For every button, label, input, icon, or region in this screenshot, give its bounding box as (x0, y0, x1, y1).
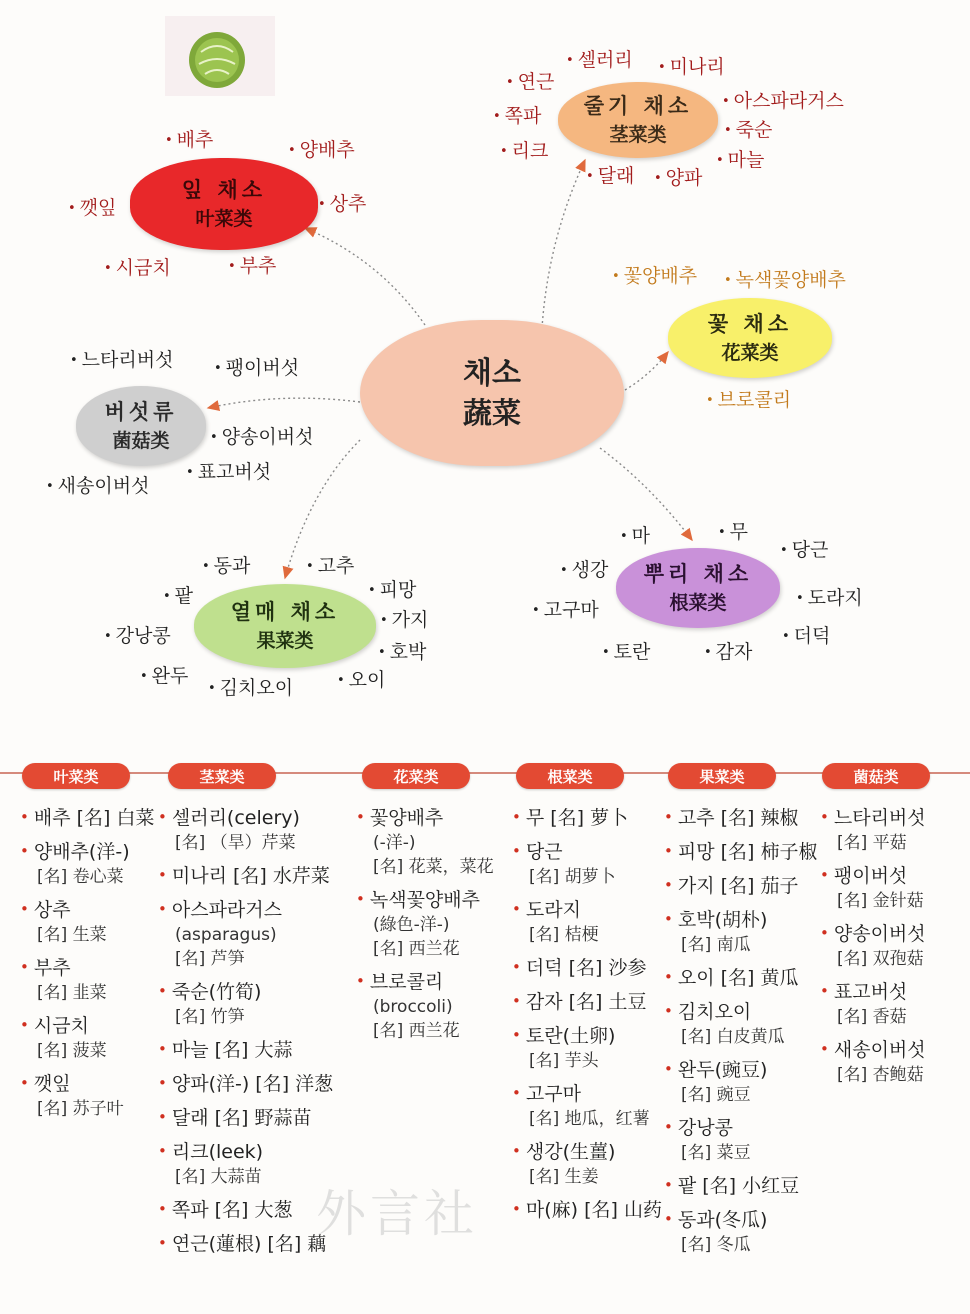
entry-meaning: [名] （旱）芹菜 (175, 833, 296, 853)
entry-meaning: [名] 地瓜，红薯 (529, 1109, 650, 1129)
center-ko: 채소 (463, 356, 521, 391)
entry-word: • 마(麻) [名] 山药 (512, 1196, 662, 1223)
entry-meaning: [名] 胡萝卜 (529, 867, 616, 887)
list-item (512, 954, 662, 981)
fruit-item: • 고추 (306, 554, 354, 579)
entry-word: • 셀러리(celery) (158, 804, 333, 831)
root-node (616, 548, 780, 628)
entry-word: • 감자 [名] 土豆 (512, 988, 662, 1015)
list-item (158, 1138, 333, 1189)
column-stem (158, 804, 333, 1264)
entry-meaning: [名] 芦笋 (175, 949, 245, 969)
entry-word: • 팽이버섯 (820, 862, 926, 889)
list-item (158, 896, 333, 947)
list-item (820, 978, 926, 1029)
arrow-to-mushroom (208, 398, 360, 408)
list-item (512, 988, 662, 1015)
column-leaf (20, 804, 154, 1128)
center-node (360, 320, 624, 466)
root-item: • 토란 (602, 640, 650, 665)
list-item (158, 1036, 333, 1063)
root-item: • 생강 (560, 558, 608, 583)
root-zh: 根菜类 (669, 592, 727, 614)
entry-word: • 쪽파 [名] 大葱 (158, 1196, 333, 1223)
entry-word: • 가지 [名] 茄子 (664, 872, 817, 899)
fruit-item: • 호박 (378, 640, 426, 665)
list-item (356, 855, 494, 879)
entry-word: • 부추 (20, 954, 154, 981)
entry-word: • 토란(土卵) (512, 1022, 662, 1049)
entry-word: • 녹색꽃양배추 (356, 886, 494, 913)
list-item (820, 920, 926, 971)
watermark: 外言社 (316, 1185, 478, 1243)
entry-word: • 깻잎 (20, 1070, 154, 1097)
entry-word: • 도라지 (512, 896, 662, 923)
fruit-item: • 김치오이 (208, 676, 293, 701)
entry-word: • 죽순(竹筍) (158, 978, 333, 1005)
entry-meaning: [名] 菠菜 (37, 1041, 107, 1061)
list-item (20, 1012, 154, 1063)
leaf-item: • 상추 (318, 192, 366, 217)
list-item (664, 1056, 817, 1107)
fruit-item: • 강낭콩 (104, 624, 171, 649)
root-item: • 도라지 (796, 586, 863, 611)
header-tab: 花菜类 (362, 763, 470, 789)
entry-meaning: [名] 花菜，菜花 (373, 857, 494, 877)
stem-item: • 리크 (500, 139, 548, 164)
column-mushroom (820, 804, 926, 1094)
list-item (664, 998, 817, 1049)
flower-zh: 花菜类 (721, 342, 779, 364)
entry-word: • 양송이버섯 (820, 920, 926, 947)
list-item (20, 838, 154, 889)
entry-word: • 리크(leek) (158, 1138, 333, 1165)
root-item: • 당근 (780, 538, 828, 563)
stem-item: • 양파 (654, 166, 702, 191)
list-item (20, 896, 154, 947)
mushroom-zh: 菌菇类 (112, 430, 170, 452)
list-item (158, 804, 333, 855)
entry-meaning: [名] 苏子叶 (37, 1099, 124, 1119)
root-item: • 무 (718, 520, 748, 545)
entry-meaning: [名] 平菇 (837, 833, 907, 853)
list-item (512, 1022, 662, 1073)
entry-word: • 시금치 (20, 1012, 154, 1039)
header-tab: 茎菜类 (168, 763, 276, 789)
flower-item: • 브로콜리 (706, 388, 791, 413)
column-flower (356, 804, 494, 1050)
leaf-item: • 배추 (165, 128, 213, 153)
fruit-node (194, 584, 376, 668)
list-item (664, 1206, 817, 1257)
fruit-ko: 열매 채소 (230, 600, 340, 624)
entry-meaning: [名] 西兰花 (373, 1021, 460, 1041)
entry-word: • 미나리 [名] 水芹菜 (158, 862, 333, 889)
fruit-item: • 완두 (140, 664, 188, 689)
list-item (664, 964, 817, 991)
stem-node (558, 82, 718, 158)
list-item (356, 937, 494, 961)
list-item (158, 1070, 333, 1097)
entry-word: • 표고버섯 (820, 978, 926, 1005)
stem-ko: 줄기 채소 (583, 94, 693, 118)
list-item (820, 862, 926, 913)
entry-meaning: [名] 卷心菜 (37, 867, 124, 887)
entry-meaning: [名] 桔梗 (529, 925, 599, 945)
entry-word: • 더덕 [名] 沙参 (512, 954, 662, 981)
list-item (20, 954, 154, 1005)
stem-item: • 연근 (506, 70, 554, 95)
list-item (664, 906, 817, 957)
list-item (512, 804, 662, 831)
entry-word: • 피망 [名] 柿子椒 (664, 838, 817, 865)
entry-word: • 느타리버섯 (820, 804, 926, 831)
stem-item: • 쪽파 (493, 104, 541, 129)
flower-node (668, 298, 832, 378)
mushroom-item: • 표고버섯 (186, 460, 271, 485)
list-item (512, 838, 662, 889)
list-item (158, 1196, 333, 1223)
entry-word: • 완두(豌豆) (664, 1056, 817, 1083)
arrow-to-stem (542, 160, 585, 328)
entry-meaning: (broccoli) (373, 997, 453, 1017)
entry-word: • 상추 (20, 896, 154, 923)
mushroom-node (76, 386, 206, 466)
list-item (512, 1138, 662, 1189)
list-item (356, 1019, 494, 1043)
arrow-to-flower (625, 352, 668, 390)
leaf-item: • 시금치 (104, 256, 171, 281)
list-item (512, 1080, 662, 1131)
entry-meaning: [名] 白皮黄瓜 (681, 1027, 785, 1047)
entry-meaning: [名] 芋头 (529, 1051, 599, 1071)
list-item (20, 1070, 154, 1121)
entry-meaning: (綠色-洋-) (373, 915, 450, 935)
entry-meaning: [名] 香菇 (837, 1007, 907, 1027)
list-item (664, 804, 817, 831)
entry-word: • 오이 [名] 黄瓜 (664, 964, 817, 991)
column-root (512, 804, 662, 1230)
entry-meaning: (asparagus) (175, 925, 277, 945)
entry-word: • 동과(冬瓜) (664, 1206, 817, 1233)
list-item (820, 804, 926, 855)
list-item (158, 947, 333, 971)
stem-zh: 茎菜类 (609, 124, 667, 146)
entry-word: • 양파(洋-) [名] 洋葱 (158, 1070, 333, 1097)
fruit-item: • 피망 (368, 578, 416, 603)
list-item (158, 1230, 333, 1257)
stem-item: • 아스파라거스 (722, 89, 844, 114)
entry-meaning: [名] 南瓜 (681, 935, 751, 955)
mushroom-item: • 새송이버섯 (46, 474, 149, 499)
entry-word: • 마늘 [名] 大蒜 (158, 1036, 333, 1063)
entry-word: • 팥 [名] 小红豆 (664, 1172, 817, 1199)
list-item (20, 804, 154, 831)
list-item (356, 804, 494, 855)
mushroom-ko: 버섯류 (104, 400, 178, 424)
mushroom-item: • 양송이버섯 (210, 425, 313, 450)
stem-item: • 죽순 (724, 118, 772, 143)
list-item (512, 1196, 662, 1223)
entry-meaning: (-洋-) (373, 833, 416, 853)
entry-meaning: [名] 菜豆 (681, 1143, 751, 1163)
header-tab: 叶菜类 (22, 763, 130, 789)
leaf-item: • 깻잎 (68, 196, 116, 221)
leaf-item: • 양배추 (288, 138, 355, 163)
entry-meaning: [名] 生姜 (529, 1167, 599, 1187)
fruit-item: • 동과 (202, 554, 250, 579)
entry-word: • 김치오이 (664, 998, 817, 1025)
entry-word: • 생강(生薑) (512, 1138, 662, 1165)
entry-meaning: [名] 金针菇 (837, 891, 924, 911)
entry-meaning: [名] 西兰花 (373, 939, 460, 959)
leaf-node (130, 158, 318, 250)
flower-ko: 꽃 채소 (707, 312, 793, 336)
list-item (512, 896, 662, 947)
entry-meaning: [名] 韭菜 (37, 983, 107, 1003)
leaf-ko: 잎 채소 (181, 178, 267, 202)
entry-word: • 달래 [名] 野蒜苗 (158, 1104, 333, 1131)
list-item (664, 838, 817, 865)
stem-item: • 달래 (586, 164, 634, 189)
entry-word: • 고구마 (512, 1080, 662, 1107)
entry-meaning: [名] 豌豆 (681, 1085, 751, 1105)
flower-item: • 꽃양배추 (612, 264, 697, 289)
leaf-zh: 叶菜类 (195, 208, 253, 230)
entry-word: • 배추 [名] 白菜 (20, 804, 154, 831)
list-item (158, 978, 333, 1029)
list-item (158, 1104, 333, 1131)
flower-item: • 녹색꽃양배추 (724, 268, 846, 293)
entry-meaning: [名] 生菜 (37, 925, 107, 945)
arrow-to-leaf (305, 228, 425, 325)
fruit-item: • 가지 (380, 608, 428, 633)
entry-meaning: [名] 双孢菇 (837, 949, 924, 969)
list-item (356, 886, 494, 937)
root-ko: 뿌리 채소 (643, 562, 753, 586)
list-item (664, 872, 817, 899)
entry-word: • 무 [名] 萝卜 (512, 804, 662, 831)
entry-word: • 아스파라거스 (158, 896, 333, 923)
header-tab: 果菜类 (668, 763, 776, 789)
stem-item: • 미나리 (658, 55, 725, 80)
list-item (158, 862, 333, 889)
fruit-item: • 오이 (337, 668, 385, 693)
entry-word: • 브로콜리 (356, 968, 494, 995)
entry-word: • 호박(胡朴) (664, 906, 817, 933)
entry-meaning: [名] 大蒜苗 (175, 1167, 262, 1187)
entry-meaning: [名] 冬瓜 (681, 1235, 751, 1255)
entry-word: • 당근 (512, 838, 662, 865)
entry-word: • 양배추(洋-) (20, 838, 154, 865)
fruit-item: • 팥 (163, 584, 193, 609)
list-item (664, 1114, 817, 1165)
column-fruit (664, 804, 817, 1264)
entry-word: • 새송이버섯 (820, 1036, 926, 1063)
center-zh: 蔬菜 (462, 396, 521, 430)
entry-word: • 강낭콩 (664, 1114, 817, 1141)
header-tab: 菌菇类 (822, 763, 930, 789)
list-item (356, 968, 494, 1019)
list-item (820, 1036, 926, 1087)
fruit-zh: 果菜类 (256, 630, 314, 652)
entry-word: • 꽃양배추 (356, 804, 494, 831)
root-item: • 고구마 (532, 598, 599, 623)
root-item: • 감자 (704, 640, 752, 665)
leaf-item: • 부추 (228, 254, 276, 279)
list-item (664, 1172, 817, 1199)
entry-word: • 고추 [名] 辣椒 (664, 804, 817, 831)
entry-meaning: [名] 杏鲍菇 (837, 1065, 924, 1085)
root-item: • 더덕 (782, 624, 830, 649)
header-tab: 根菜类 (516, 763, 624, 789)
entry-meaning: [名] 竹笋 (175, 1007, 245, 1027)
mushroom-item: • 느타리버섯 (70, 348, 173, 373)
entry-word: • 연근(蓮根) [名] 藕 (158, 1230, 333, 1257)
stem-item: • 셀러리 (566, 48, 633, 73)
mushroom-item: • 팽이버섯 (214, 356, 299, 381)
root-item: • 마 (620, 524, 650, 549)
stem-item: • 마늘 (716, 148, 764, 173)
